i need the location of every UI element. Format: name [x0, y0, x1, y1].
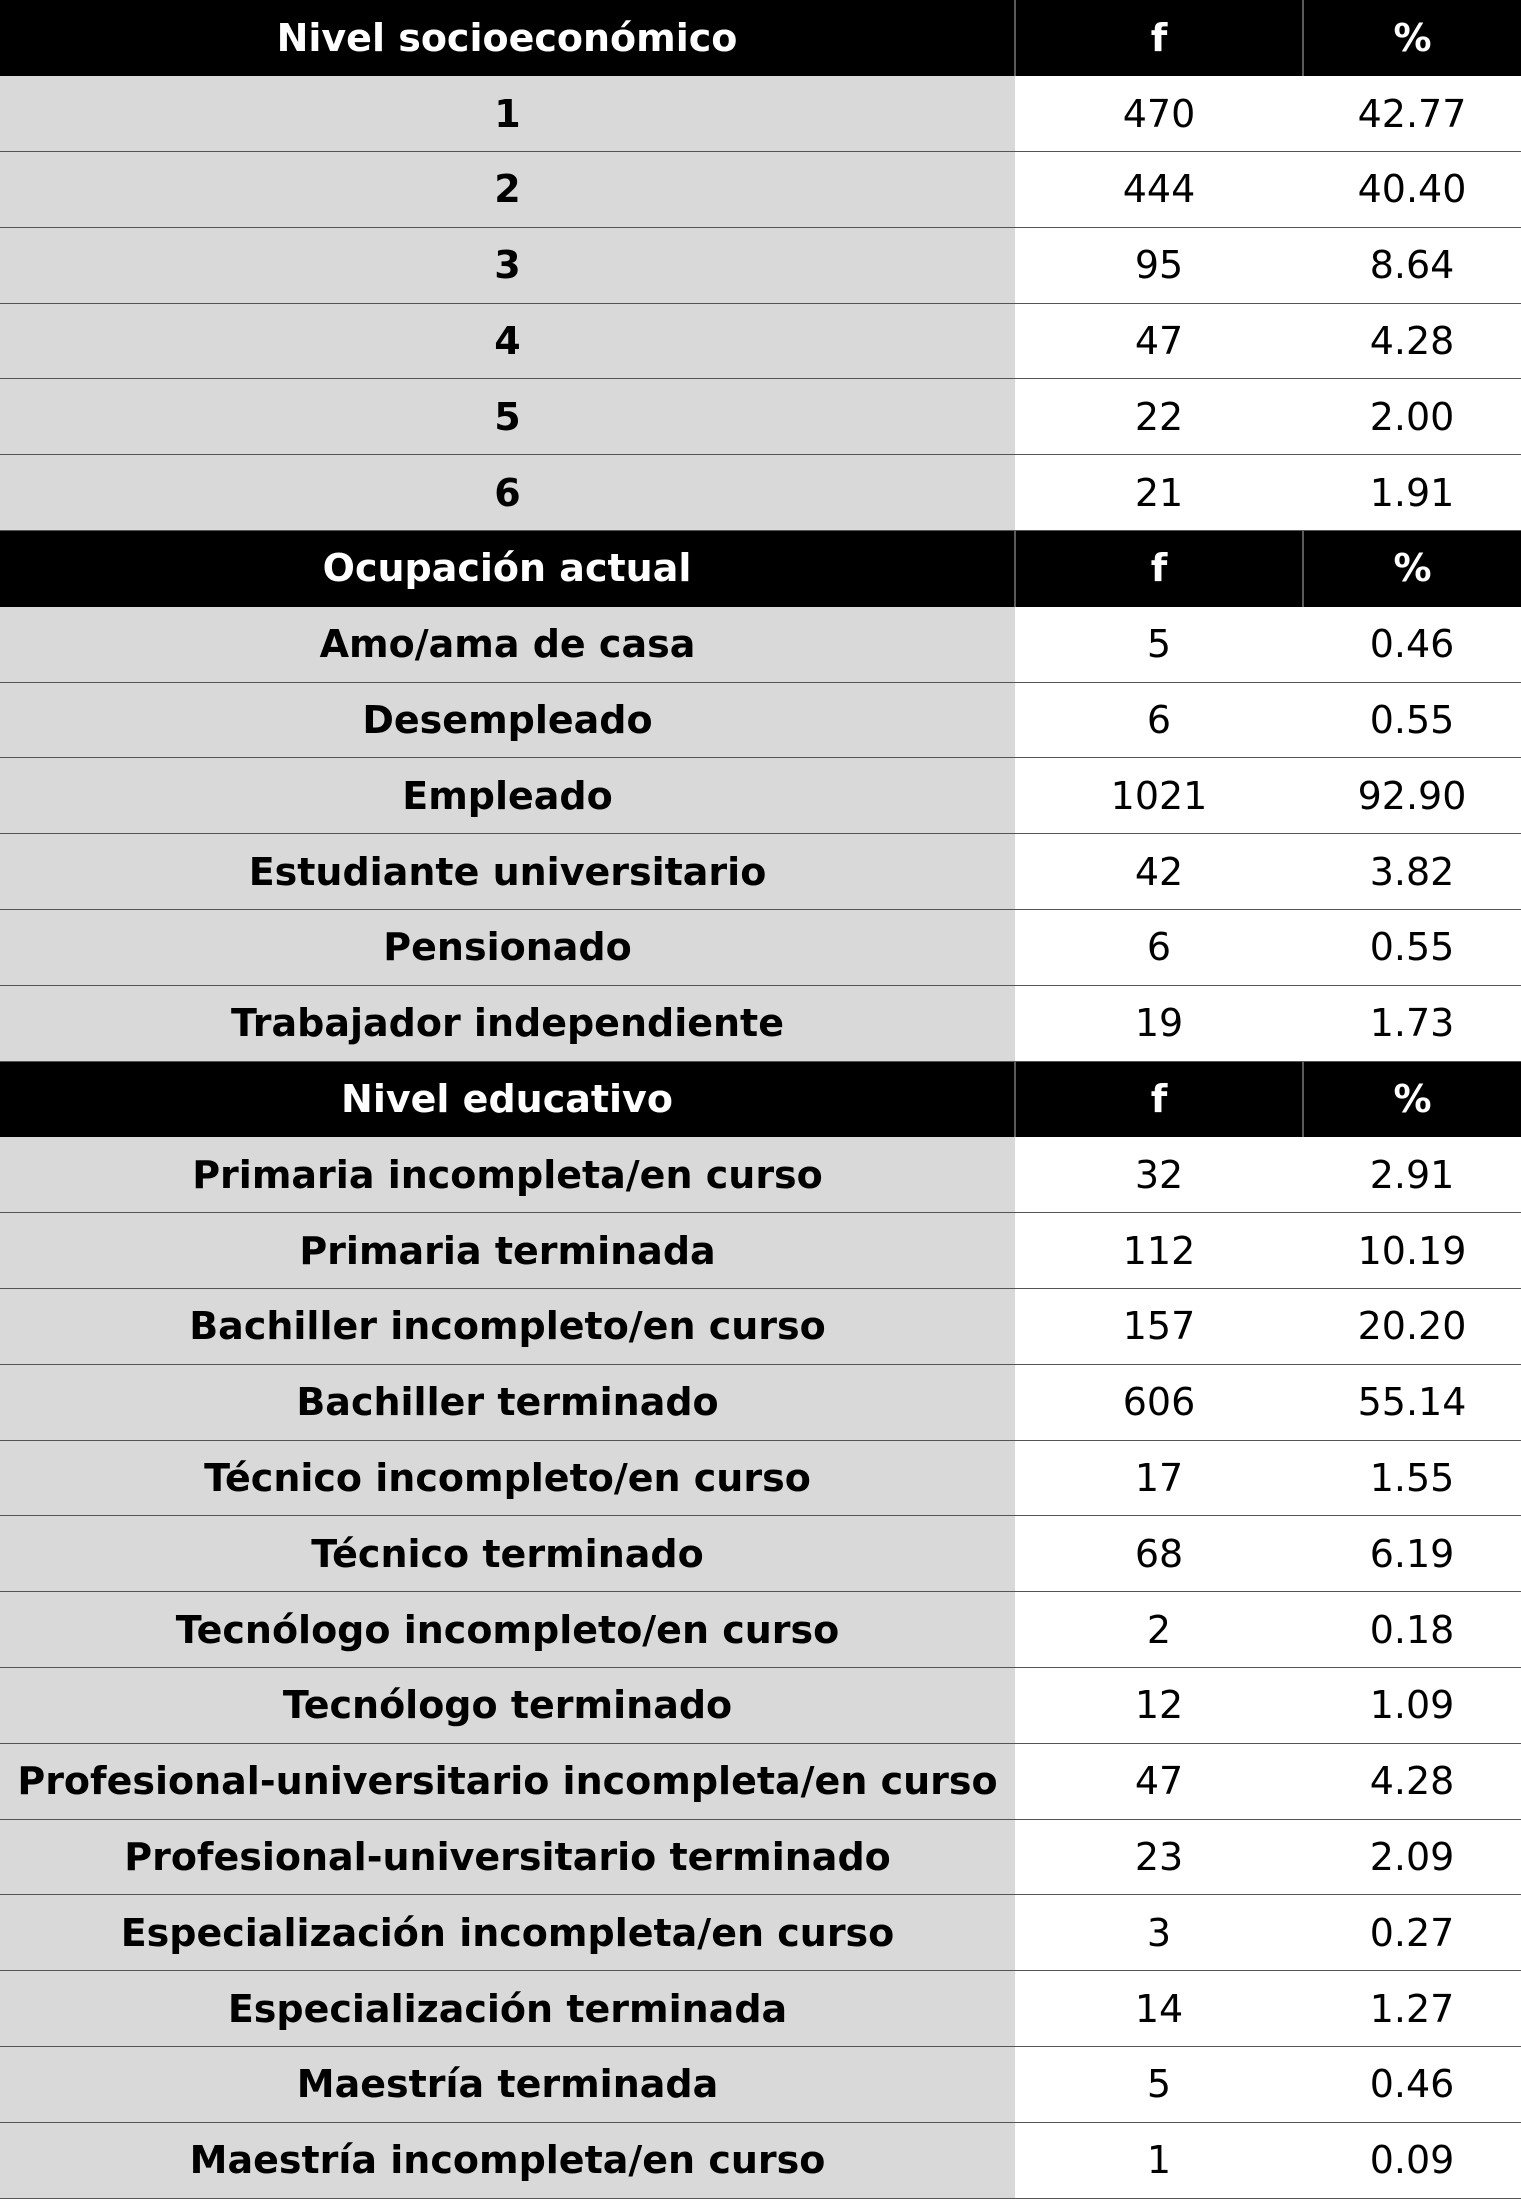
row-frequency: 112 — [1015, 1213, 1303, 1289]
row-frequency: 47 — [1015, 303, 1303, 379]
row-percent: 0.46 — [1303, 2047, 1521, 2123]
table-row — [0, 1137, 1521, 1213]
row-frequency: 95 — [1015, 227, 1303, 303]
row-label: Bachiller incompleto/en curso — [0, 1289, 1015, 1365]
row-percent: 1.55 — [1303, 1440, 1521, 1516]
row-label: Amo/ama de casa — [0, 606, 1015, 682]
table-row — [0, 1213, 1521, 1289]
row-percent: 40.40 — [1303, 152, 1521, 228]
row-frequency: 17 — [1015, 1440, 1303, 1516]
row-percent: 0.46 — [1303, 606, 1521, 682]
row-frequency: 42 — [1015, 834, 1303, 910]
table-row — [0, 985, 1521, 1061]
row-frequency: 23 — [1015, 1819, 1303, 1895]
row-label: Estudiante universitario — [0, 834, 1015, 910]
row-label: 2 — [0, 152, 1015, 228]
row-frequency: 68 — [1015, 1516, 1303, 1592]
row-percent: 2.91 — [1303, 1137, 1521, 1213]
row-frequency: 32 — [1015, 1137, 1303, 1213]
table-row — [0, 1364, 1521, 1440]
table-row — [0, 1440, 1521, 1516]
table-row — [0, 606, 1521, 682]
row-label: Maestría incompleta/en curso — [0, 2122, 1015, 2198]
table-row — [0, 303, 1521, 379]
table-row — [0, 1289, 1521, 1365]
row-percent: 6.19 — [1303, 1516, 1521, 1592]
header-frequency: f — [1015, 531, 1303, 607]
table-row — [0, 2122, 1521, 2198]
row-frequency: 2 — [1015, 1592, 1303, 1668]
row-label: Bachiller terminado — [0, 1364, 1015, 1440]
row-percent: 4.28 — [1303, 1743, 1521, 1819]
table-row — [0, 1895, 1521, 1971]
row-label: Profesional-universitario incompleta/en curso — [0, 1743, 1015, 1819]
row-percent: 0.55 — [1303, 910, 1521, 986]
row-percent: 1.91 — [1303, 455, 1521, 531]
row-frequency: 6 — [1015, 910, 1303, 986]
row-percent: 10.19 — [1303, 1213, 1521, 1289]
table-row — [0, 152, 1521, 228]
row-percent: 2.00 — [1303, 379, 1521, 455]
row-frequency: 22 — [1015, 379, 1303, 455]
row-percent: 1.09 — [1303, 1668, 1521, 1744]
section-header-label: Ocupación actual — [0, 531, 1015, 607]
row-percent: 0.09 — [1303, 2122, 1521, 2198]
row-frequency: 5 — [1015, 606, 1303, 682]
table-row — [0, 910, 1521, 986]
row-label: 4 — [0, 303, 1015, 379]
row-label: Profesional-universitario terminado — [0, 1819, 1015, 1895]
row-label: Trabajador independiente — [0, 985, 1015, 1061]
row-label: Pensionado — [0, 910, 1015, 986]
row-label: Maestría terminada — [0, 2047, 1015, 2123]
header-percent: % — [1303, 1061, 1521, 1137]
row-label: Primaria terminada — [0, 1213, 1015, 1289]
row-percent: 0.27 — [1303, 1895, 1521, 1971]
row-frequency: 5 — [1015, 2047, 1303, 2123]
row-frequency: 606 — [1015, 1364, 1303, 1440]
section-header-label: Nivel socioeconómico — [0, 0, 1015, 76]
row-label: Tecnólogo incompleto/en curso — [0, 1592, 1015, 1668]
row-label: 1 — [0, 76, 1015, 152]
row-percent: 55.14 — [1303, 1364, 1521, 1440]
row-frequency: 444 — [1015, 152, 1303, 228]
table-row — [0, 1592, 1521, 1668]
header-frequency: f — [1015, 0, 1303, 76]
row-frequency: 1 — [1015, 2122, 1303, 2198]
row-label: 3 — [0, 227, 1015, 303]
row-percent: 1.27 — [1303, 1971, 1521, 2047]
table-row — [0, 1668, 1521, 1744]
row-percent: 8.64 — [1303, 227, 1521, 303]
row-percent: 0.55 — [1303, 682, 1521, 758]
section-header-row — [0, 531, 1521, 607]
row-label: Tecnólogo terminado — [0, 1668, 1015, 1744]
row-frequency: 470 — [1015, 76, 1303, 152]
table-row — [0, 758, 1521, 834]
table-row — [0, 1743, 1521, 1819]
table-row — [0, 379, 1521, 455]
table-row — [0, 76, 1521, 152]
row-percent: 0.18 — [1303, 1592, 1521, 1668]
row-frequency: 14 — [1015, 1971, 1303, 2047]
row-percent: 3.82 — [1303, 834, 1521, 910]
row-label: Primaria incompleta/en curso — [0, 1137, 1015, 1213]
row-frequency: 157 — [1015, 1289, 1303, 1365]
row-label: Especialización terminada — [0, 1971, 1015, 2047]
header-percent: % — [1303, 531, 1521, 607]
row-label: Técnico incompleto/en curso — [0, 1440, 1015, 1516]
table-row — [0, 2047, 1521, 2123]
table-row — [0, 227, 1521, 303]
header-percent: % — [1303, 0, 1521, 76]
section-header-label: Nivel educativo — [0, 1061, 1015, 1137]
row-label: 6 — [0, 455, 1015, 531]
row-frequency: 6 — [1015, 682, 1303, 758]
row-frequency: 21 — [1015, 455, 1303, 531]
section-header-row — [0, 0, 1521, 76]
row-percent: 20.20 — [1303, 1289, 1521, 1365]
section-header-row — [0, 1061, 1521, 1137]
table-row — [0, 455, 1521, 531]
row-frequency: 1021 — [1015, 758, 1303, 834]
row-frequency: 12 — [1015, 1668, 1303, 1744]
row-label: Especialización incompleta/en curso — [0, 1895, 1015, 1971]
row-percent: 4.28 — [1303, 303, 1521, 379]
row-label: Técnico terminado — [0, 1516, 1015, 1592]
table-row — [0, 834, 1521, 910]
header-frequency: f — [1015, 1061, 1303, 1137]
row-frequency: 19 — [1015, 985, 1303, 1061]
row-frequency: 47 — [1015, 1743, 1303, 1819]
row-label: Desempleado — [0, 682, 1015, 758]
row-percent: 1.73 — [1303, 985, 1521, 1061]
table-row — [0, 1819, 1521, 1895]
table-row — [0, 1516, 1521, 1592]
row-label: Empleado — [0, 758, 1015, 834]
row-frequency: 3 — [1015, 1895, 1303, 1971]
table-row — [0, 1971, 1521, 2047]
table-row — [0, 682, 1521, 758]
row-percent: 2.09 — [1303, 1819, 1521, 1895]
row-label: 5 — [0, 379, 1015, 455]
row-percent: 92.90 — [1303, 758, 1521, 834]
row-percent: 42.77 — [1303, 76, 1521, 152]
